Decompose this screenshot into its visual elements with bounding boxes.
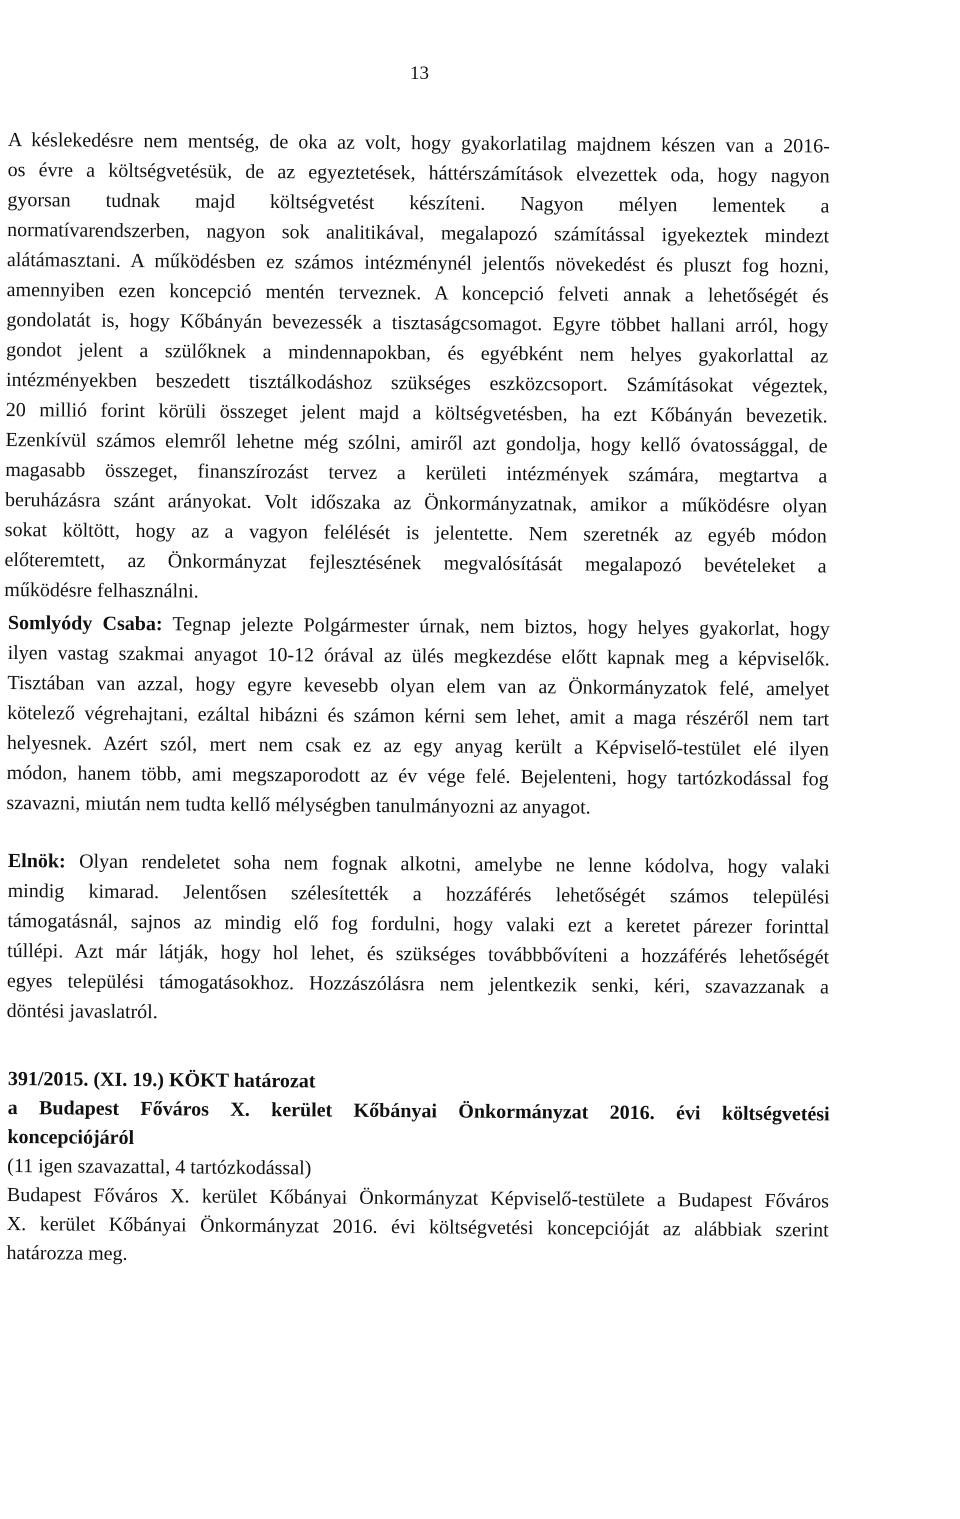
text-line: sokat költött, hogy az a vagyon felélését is jelentette. Nem szeretnék az egyéb módon: [4, 518, 827, 548]
text-line: magasabb összeget, finanszírozást tervez a kerületi intézmények számára, megtartva a: [5, 458, 828, 488]
vote-result: (11 igen szavazattal, 4 tartózkodással): [7, 1154, 312, 1180]
text-line: Ezenkívül számos elemről lehetne még szólni, amiről azt gondolja, hogy kellő óvatossággal, de: [5, 428, 828, 458]
resolution-number: 391/2015. (XI. 19.) KÖKT határozat: [7, 1067, 316, 1093]
page-number: 13: [410, 63, 429, 84]
text-line: módon, hanem több, ami megszaporodott az év vége felé. Bejelenteni, hogy tartózkodással fog: [6, 761, 829, 791]
text-line: szavazni, miután nem tudta kellő mélységben tanulmányozni az anyagot.: [6, 791, 591, 819]
text-line: támogatásnál, sajnos az mindig elő fog fordulni, hogy valaki ezt a keretet párezer forinttal: [7, 909, 830, 939]
paragraph-chair-comment: [7, 846, 830, 1032]
text-line: határozza meg.: [6, 1241, 128, 1265]
text-line: előteremtett, az Önkormányzat fejlesztésének megvalósítását megalapozó bevételeket a: [4, 548, 827, 578]
text-line: ilyen vastag szakmai anyagot 10-12 órával az ülés megkezdése előtt kapnak meg a képviselők.: [7, 641, 830, 671]
text-line: gondolatát is, hogy Kőbányán bevezessék a tisztaságcsomagot. Egyre többet hallani arról, hogy: [6, 308, 829, 338]
text-line: döntési javaslatról.: [6, 999, 158, 1024]
text-line: helyesnek. Azért szól, mert nem csak ez az egy anyag került a Képviselő-testület elé ilyen: [6, 731, 830, 761]
text-line: amennyiben ezen koncepció mentén terveznek. A koncepció felveti annak a lehetőségét és: [6, 278, 829, 308]
speaker-name: Elnök:: [7, 849, 66, 873]
paragraph-somlyody-comment: [6, 608, 830, 824]
text-line: Tisztában van azzal, hogy egyre kevesebb olyan elem van az Önkormányzatok felé, amelyet: [7, 671, 830, 701]
text-line: Budapest Főváros X. kerület Kőbányai Önkormányzat Képviselő-testülete a Budapest Főváros: [6, 1183, 830, 1213]
speech-text: Tegnap jelezte Polgármester úrnak, nem biztos, hogy helyes gyakorlat, hogy: [162, 613, 830, 641]
text-line: egyes települési támogatásokhoz. Hozzászólásra nem jelentkezik senki, kéri, szavazzanak a: [6, 969, 830, 999]
text-line: 20 millió forint körüli összeget jelent majd a költségvetésben, ha ezt Kőbányán bevezetik.: [5, 398, 828, 428]
text-line: intézményekben beszedett tisztálkodáshoz szükséges eszközcsoport. Számításokat végeztek,: [5, 368, 829, 398]
resolution-title: a Budapest Főváros X. kerület Kőbányai Önkormányzat 2016. évi költségvetési: [7, 1096, 830, 1126]
resolution-section: [6, 1065, 830, 1274]
speech-text: Olyan rendeletet soha nem fognak alkotni, amelybe ne lenne kódolva, hogy valaki: [65, 850, 830, 879]
text-line: működésre felhasználni.: [4, 578, 199, 603]
text-line: normatívarendszerben, nagyon sok analitikával, megalapozó számítással igyekeztek mindezt: [7, 218, 830, 248]
text-line: beruházásra szánt arányokat. Volt időszaka az Önkormányzatnak, amikor a működésre olyan: [4, 488, 828, 518]
text-line: alátámasztani. A működésben ez számos intézménynél jelentős növekedést és pluszt fog hozni,: [6, 248, 830, 278]
text-line: mindig kimarad. Jelentősen szélesítették a hozzáférés lehetőségét számos települési: [7, 879, 830, 909]
text-line: kötelező végrehajtani, ezáltal hibázni és számon kérni sem lehet, amit a maga részéről nem tart: [7, 701, 830, 731]
text-line: gyorsan tudnak majd költségvetést készíteni. Nagyon mélyen lementek a: [7, 188, 830, 218]
text-line: X. kerület Kőbányai Önkormányzat 2016. évi költségvetési koncepcióját az alábbiak szerint: [6, 1212, 829, 1242]
text-line: túllépi. Azt már látják, hogy hol lehet, és szükséges továbbbővíteni a hozzáférés lehetőségét: [7, 939, 830, 969]
text-line: gondot jelent a szülőknek a mindennapokban, és egyébként nem helyes gyakorlattal az: [6, 338, 829, 368]
paragraph-budget-explanation: [4, 125, 830, 611]
resolution-title-continued: koncepciójáról: [7, 1125, 135, 1149]
text-line: A késlekedésre nem mentség, de oka az volt, hogy gyakorlatilag majdnem készen van a 2016-: [7, 128, 830, 158]
text-line: os évre a költségvetésük, de az egyeztetések, háttérszámítások elvezettek oda, hogy nagyon: [7, 158, 830, 188]
speaker-name: Somlyódy Csaba:: [7, 611, 163, 636]
